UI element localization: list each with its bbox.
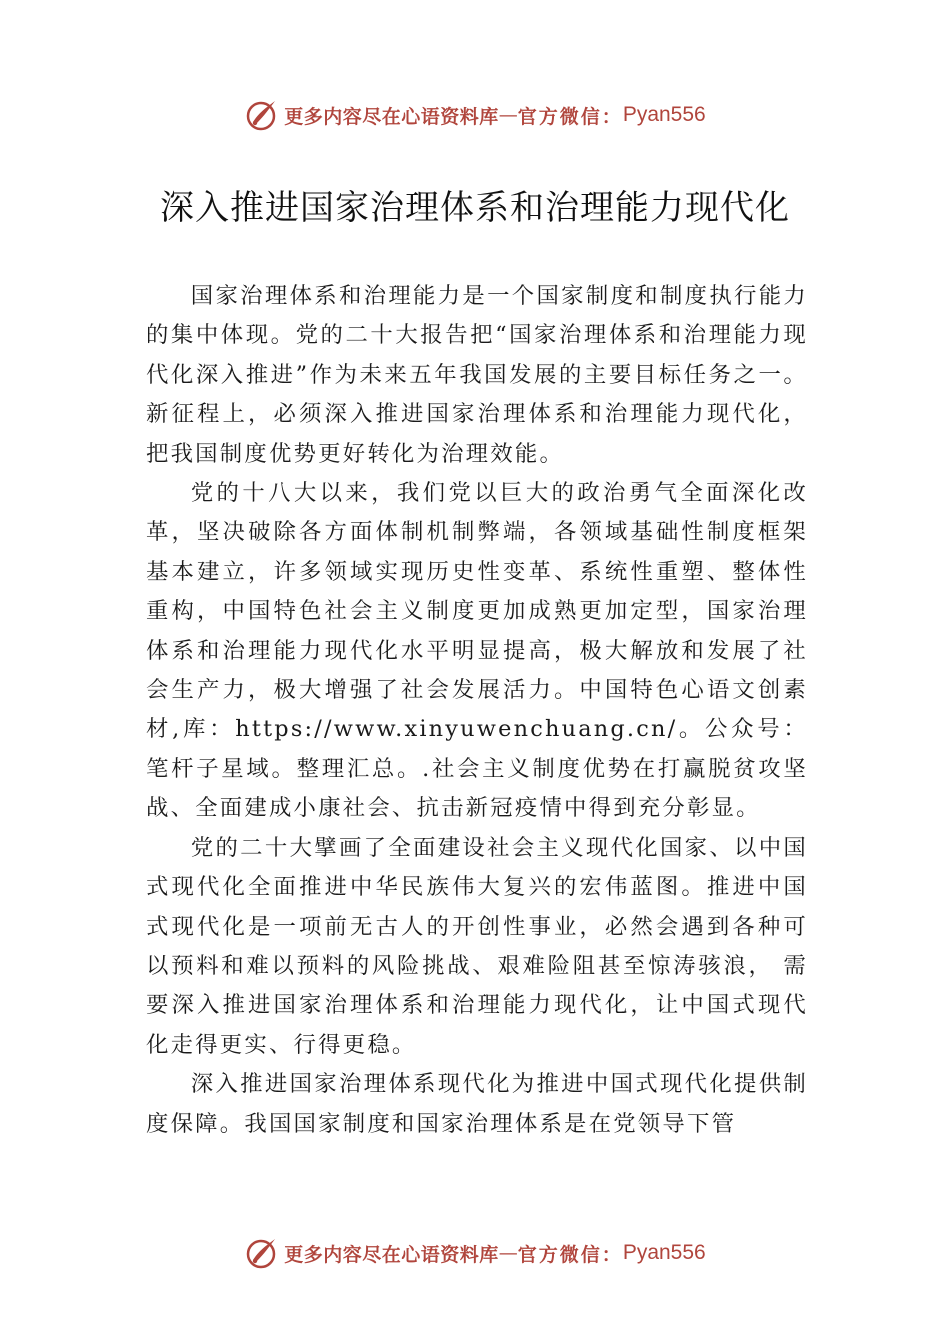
banner-wechat-id: Pyan556: [622, 103, 706, 126]
header-banner: [0, 95, 950, 135]
banner-wechat-id: Pyan556: [622, 1241, 706, 1264]
banner-separator: —: [498, 104, 518, 126]
banner-separator: —: [498, 1242, 518, 1264]
banner-slogan: 更多内容尽在心语资料库: [284, 105, 499, 128]
paragraph: 深入推进国家治理体系现代化为推进中国式现代化提供制度保障。我国国家制度和国家治理体系是在党领导下管: [146, 1071, 808, 1137]
document-body: [146, 277, 808, 1144]
brush-logo-icon: [244, 97, 280, 133]
footer-banner: [0, 1233, 950, 1273]
paragraph: 党的二十大擘画了全面建设社会主义现代化国家、以中国式现代化全面推进中华民族伟大复兴的宏伟蓝图。推进中国式现代化是一项前无古人的开创性事业，必然会遇到各种可以预料和难以预料的风险挑战、艰难险阻甚至惊涛骇浪， 需要深入推进国家治理体系和治理能力现代化，让中国式现代化走得更实、行得更稳。: [146, 834, 808, 1058]
document-title: 深入推进国家治理体系和治理能力现代化: [160, 188, 790, 228]
banner-wechat-label: 官方微信：: [517, 105, 623, 128]
banner-slogan: 更多内容尽在心语资料库: [284, 1243, 499, 1266]
paragraph: 党的十八大以来，我们党以巨大的政治勇气全面深化改革，坚决破除各方面体制机制弊端，各领域基础性制度框架基本建立，许多领域实现历史性变革、系统性重塑、整体性重构，中国特色社会主义制度更加成熟更加定型，国家治理体系和治理能力现代化水平明显提高，极大解放和发展了社会生产力，极大增强了社会发展活力。中国特色心语文创素材,库：https://www.xinyuwenchuang.cn/。公众号：笔杆子星域。整理汇总。.社会主义制度优势在打赢脱贫攻坚战、全面建成小康社会、抗击新冠疫情中得到充分彰显。: [146, 480, 808, 822]
brush-logo-icon: [244, 1235, 280, 1271]
banner-wechat-label: 官方微信：: [517, 1243, 623, 1266]
paragraph: 国家治理体系和治理能力是一个国家制度和制度执行能力的集中体现。党的二十大报告把“国家治理体系和治理能力现代化深入推进”作为未来五年我国发展的主要目标任务之一。新征程上，必须深入推进国家治理体系和治理能力现代化，把我国制度优势更好转化为治理效能。: [146, 283, 808, 467]
